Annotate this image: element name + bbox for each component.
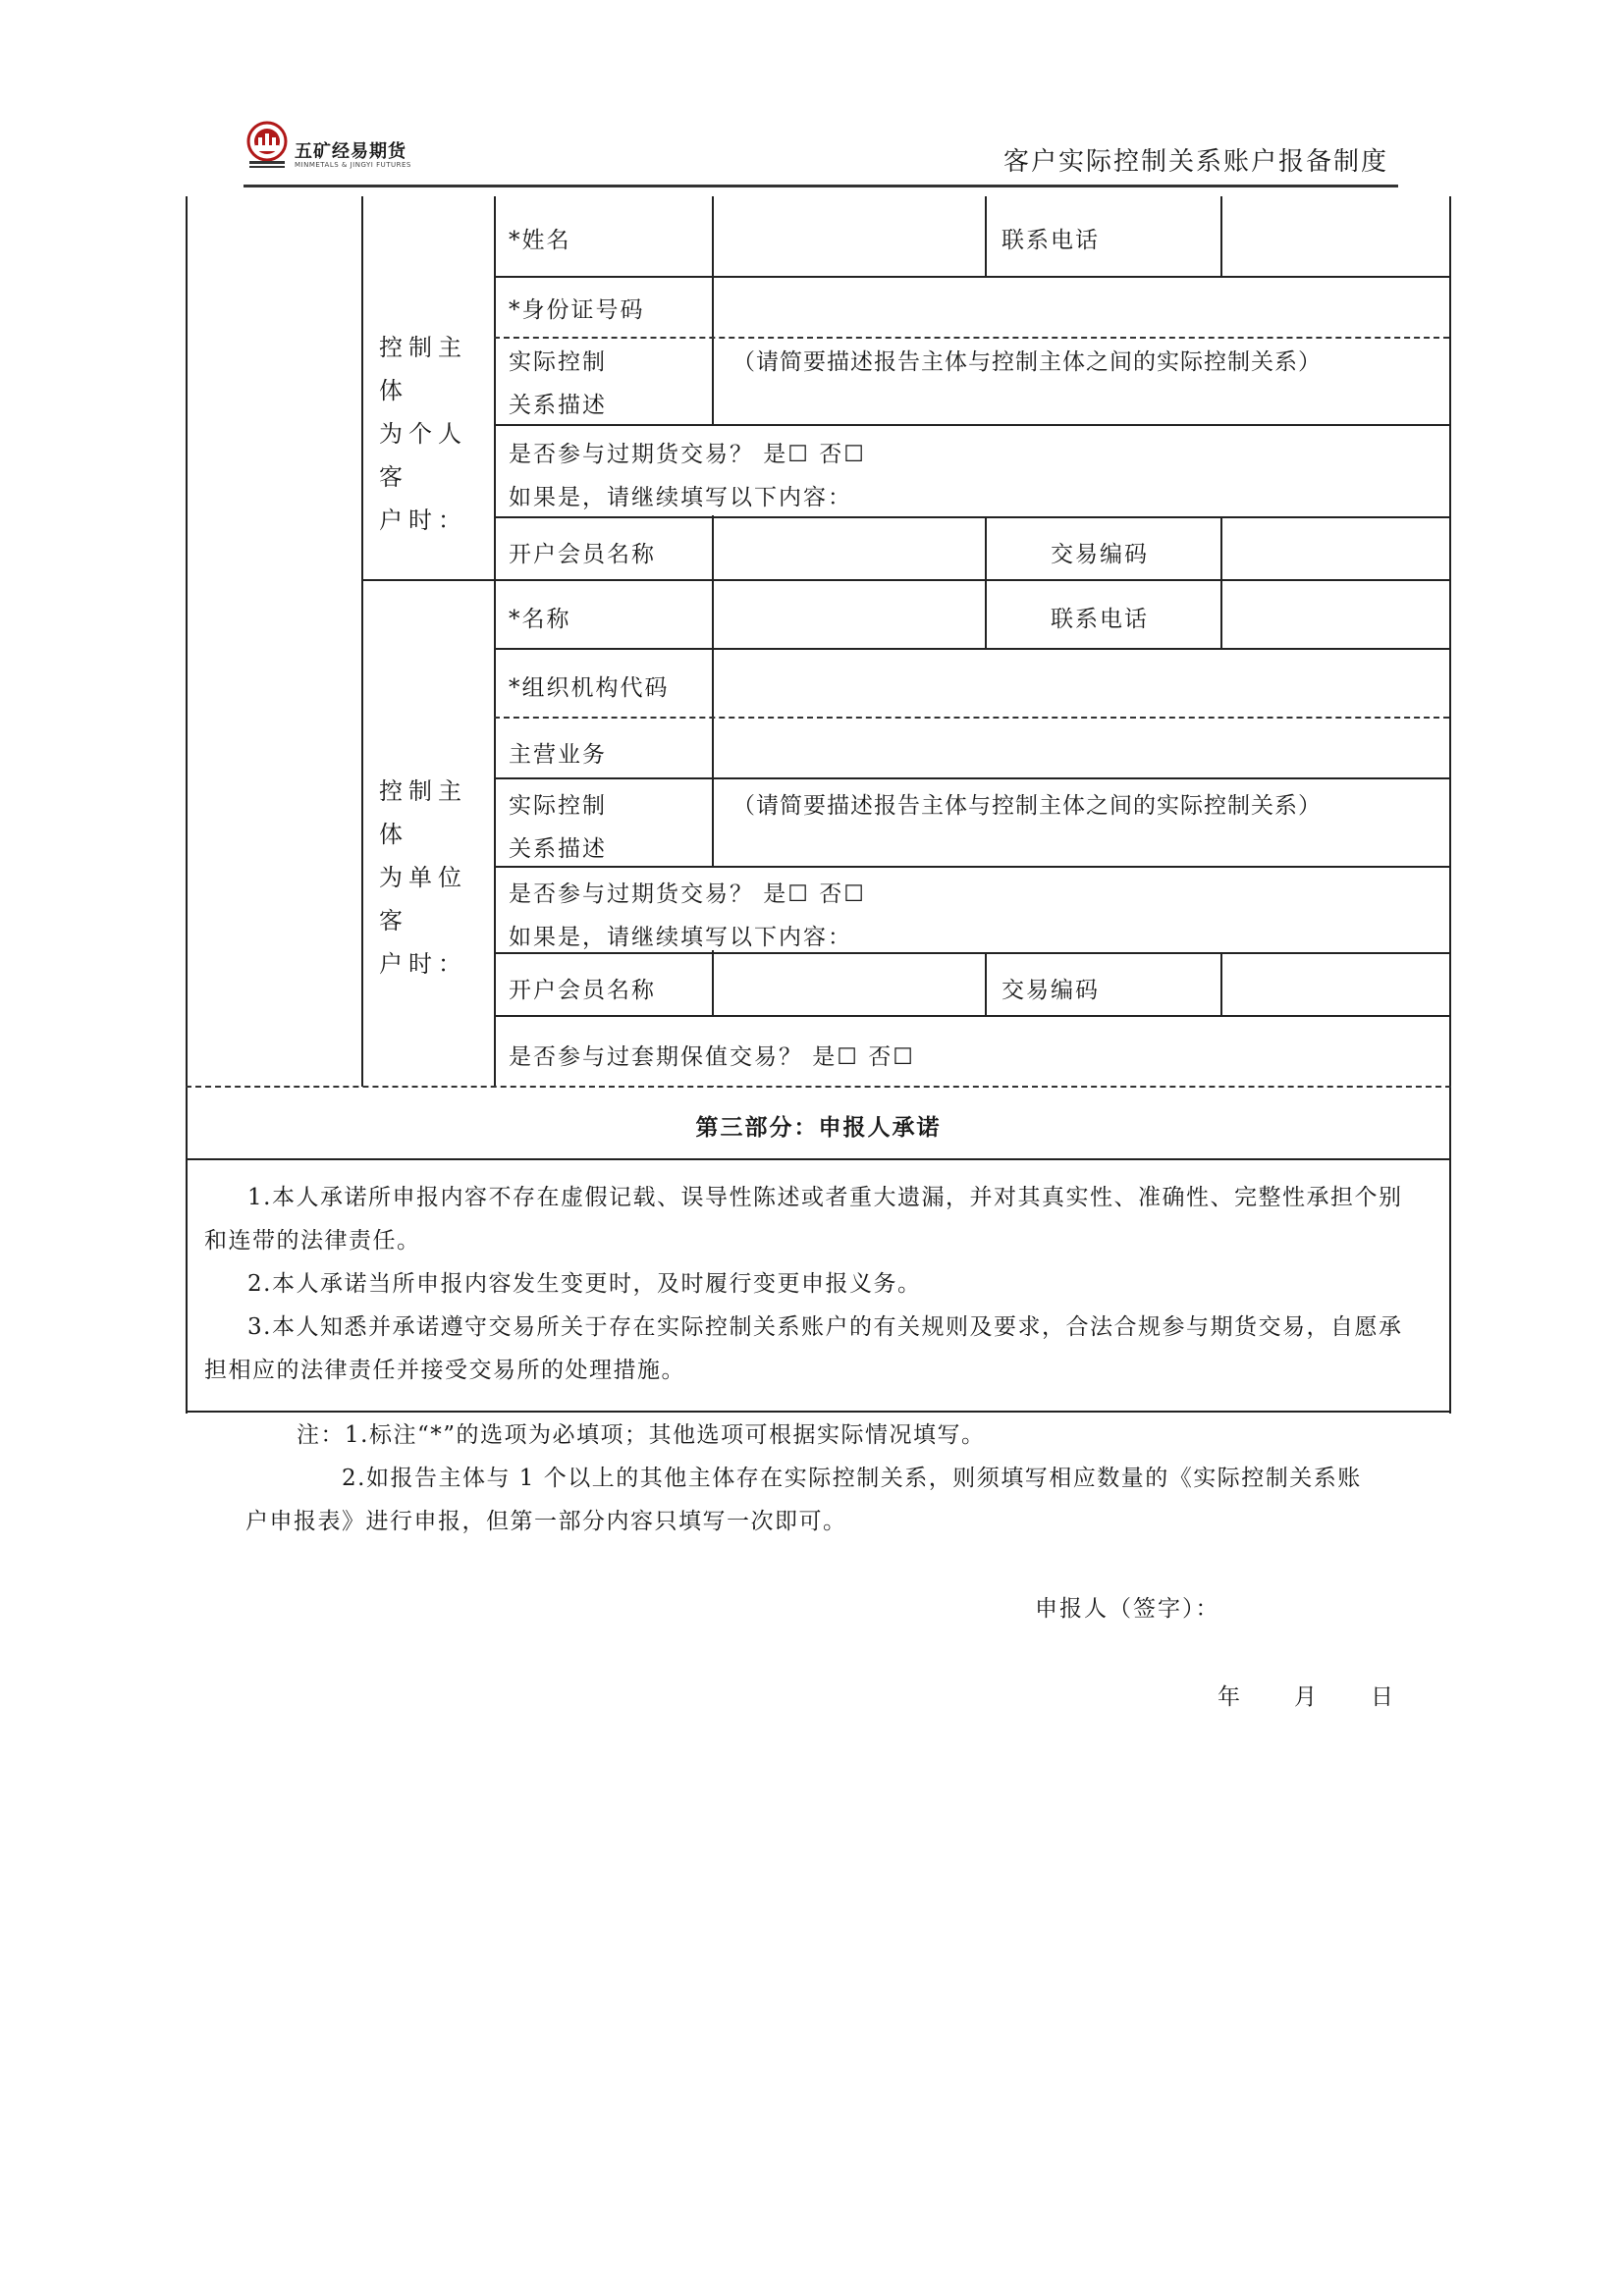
- divider-trade-code-value: [1220, 516, 1222, 579]
- individual-id-label: *身份证号码: [509, 297, 645, 323]
- individual-relation-label-l1: 实际控制: [509, 349, 607, 375]
- row-line-6: [494, 648, 1449, 650]
- divider-phone-value: [1220, 196, 1222, 277]
- date-month: 月: [1294, 1684, 1317, 1710]
- date-day: 日: [1371, 1684, 1393, 1710]
- entity-hedge-question: 是否参与过套期保值交易？ 是☐ 否☐: [509, 1044, 915, 1070]
- row-line-block-divider: [361, 579, 1449, 581]
- entity-relation-label-l2: 关系描述: [509, 836, 607, 862]
- individual-side-label-l3: 户时：: [379, 507, 467, 534]
- individual-trade-code-label: 交易编码: [1051, 542, 1149, 567]
- entity-name-label: *名称: [509, 607, 571, 632]
- table-border-right: [1449, 196, 1451, 1414]
- notes-section: [245, 1414, 1424, 1543]
- individual-name-label: *姓名: [509, 228, 571, 253]
- row-line-10: [494, 952, 1449, 954]
- part3-title: 第三部分：申报人承诺: [695, 1115, 942, 1141]
- individual-futures-question: 是否参与过期货交易？ 是☐ 否☐: [509, 442, 866, 467]
- divider-entity-trade-code-label: [985, 952, 987, 1015]
- individual-futures-followup: 如果是，请继续填写以下内容：: [509, 485, 852, 510]
- logo-company-name-en: MINMETALS & JINGYI FUTURES: [295, 161, 411, 169]
- table-border-left: [186, 196, 188, 1414]
- entity-relation-label-l1: 实际控制: [509, 793, 607, 819]
- individual-phone-label: 联系电话: [1001, 228, 1100, 253]
- row-line-8: [494, 777, 1449, 779]
- divider-entity-trade-code-value: [1220, 952, 1222, 1015]
- row-line-part3-top: [186, 1086, 1451, 1088]
- column-divider-side: [361, 196, 363, 1087]
- entity-futures-followup: 如果是，请继续填写以下内容：: [509, 925, 852, 950]
- individual-side-label: [379, 326, 477, 542]
- entity-org-code-label: *组织机构代码: [509, 675, 670, 701]
- date-year: 年: [1218, 1684, 1240, 1710]
- entity-phone-label: 联系电话: [1051, 607, 1149, 632]
- note-1: 注：1.标注“*”的选项为必填项；其他选项可根据实际情况填写。: [297, 1422, 986, 1448]
- entity-futures-question: 是否参与过期货交易？ 是☐ 否☐: [509, 881, 866, 907]
- entity-relation-hint: （请简要描述报告主体与控制主体之间的实际控制关系）: [732, 793, 1322, 819]
- row-line-2: [494, 337, 1449, 339]
- individual-relation-label-l2: 关系描述: [509, 393, 607, 418]
- commitment-3-line1: 3.本人知悉并承诺遵守交易所关于存在实际控制关系账户的有关规则及要求，合法合规参与期货交易，自愿承: [247, 1314, 1403, 1340]
- divider-entity-phone-value: [1220, 579, 1222, 648]
- divider-phone-label: [985, 196, 987, 277]
- document-title: 客户实际控制关系账户报备制度: [1002, 147, 1388, 177]
- logo-company-name: 五矿经易期货: [295, 141, 406, 162]
- individual-member-label: 开户会员名称: [509, 542, 656, 567]
- part3-commitments: [204, 1176, 1443, 1392]
- entity-side-label-l1: 控制主体: [379, 777, 467, 848]
- individual-relation-hint: （请简要描述报告主体与控制主体之间的实际控制关系）: [732, 349, 1322, 375]
- signer-label: 申报人（签字）：: [1035, 1596, 1220, 1622]
- row-line-part3-title-bottom: [186, 1158, 1451, 1160]
- row-line-1: [494, 276, 1449, 278]
- row-line-4: [494, 516, 1449, 518]
- entity-side-label: [379, 770, 477, 986]
- table-border-bottom: [186, 1411, 1451, 1413]
- row-line-3: [494, 424, 1449, 426]
- individual-side-label-l1: 控制主体: [379, 334, 467, 404]
- row-line-11: [494, 1015, 1449, 1017]
- entity-business-label: 主营业务: [509, 742, 607, 768]
- entity-trade-code-label: 交易编码: [1001, 978, 1100, 1003]
- individual-side-label-l2: 为个人客: [379, 420, 467, 491]
- note-2-line1: 2.如报告主体与 1 个以上的其他主体存在实际控制关系，则须填写相应数量的《实际控制关系账: [342, 1466, 1362, 1491]
- entity-side-label-l2: 为单位客: [379, 864, 467, 934]
- commitment-2: 2.本人承诺当所申报内容发生变更时，及时履行变更申报义务。: [247, 1271, 922, 1297]
- entity-member-label: 开户会员名称: [509, 978, 656, 1003]
- divider-trade-code-label: [985, 516, 987, 579]
- note-2-line2: 户申报表》进行申报，但第一部分内容只填写一次即可。: [245, 1509, 847, 1534]
- commitment-3-line2: 担相应的法律责任并接受交易所的处理措施。: [204, 1358, 685, 1383]
- divider-entity-phone-label: [985, 579, 987, 648]
- commitment-1-line1: 1.本人承诺所申报内容不存在虚假记载、误导性陈述或者重大遗漏，并对其真实性、准确性、完整性承担个别: [247, 1185, 1403, 1210]
- entity-side-label-l3: 户时：: [379, 950, 467, 978]
- row-line-7: [494, 717, 1449, 719]
- commitment-1-line2: 和连带的法律责任。: [204, 1228, 421, 1254]
- row-line-9: [494, 866, 1449, 868]
